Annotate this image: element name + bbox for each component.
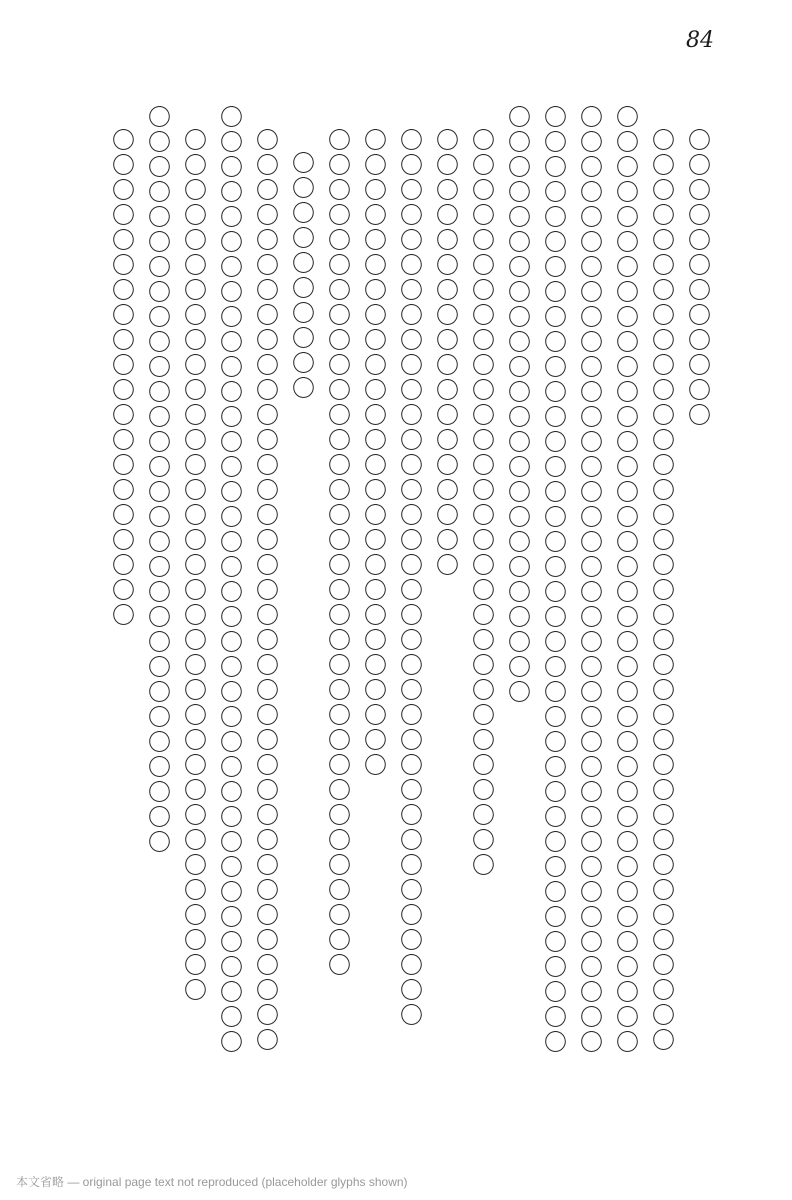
text-column: 〇〇〇〇〇〇〇〇〇〇〇〇〇〇〇〇〇〇〇〇〇〇〇〇〇〇〇〇〇〇〇〇〇〇〇〇 [396, 128, 422, 1028]
text-column: 〇〇〇〇〇〇〇〇〇〇〇〇〇〇〇〇〇〇〇〇〇〇〇〇〇〇 [360, 128, 386, 778]
text-column: 〇〇〇〇〇〇〇〇〇〇〇〇〇〇〇〇〇〇〇〇〇〇〇〇〇〇〇〇〇〇 [144, 105, 170, 855]
text-column: 〇〇〇〇〇〇〇〇〇〇〇〇〇〇〇〇〇〇〇〇〇〇〇〇〇〇〇〇〇〇〇〇〇〇〇〇〇〇 [540, 105, 566, 1055]
text-column: 〇〇〇〇〇〇〇〇〇〇〇〇〇〇〇〇〇〇〇〇〇〇〇〇〇〇〇〇〇〇〇〇〇〇〇〇〇 [648, 128, 674, 1053]
text-column: 〇〇〇〇〇〇〇〇〇〇〇〇〇〇〇〇〇〇〇〇〇〇〇〇〇〇〇〇〇〇〇〇〇〇〇〇〇〇 [216, 105, 242, 1055]
text-column: 〇〇〇〇〇〇〇〇〇〇〇〇〇〇〇〇〇〇〇〇〇〇〇〇 [504, 105, 530, 705]
text-column: 〇〇〇〇〇〇〇〇〇〇〇〇〇〇〇〇〇〇〇〇〇〇〇〇〇〇〇〇〇〇〇〇〇〇〇〇〇 [252, 128, 278, 1053]
text-column: 〇〇〇〇〇〇〇〇〇〇〇〇 [684, 128, 710, 428]
text-area [96, 105, 708, 1175]
text-column: 〇〇〇〇〇〇〇〇〇〇〇〇〇〇〇〇〇〇〇〇〇〇〇〇〇〇〇〇〇〇〇〇〇〇 [324, 128, 350, 978]
text-column: 〇〇〇〇〇〇〇〇〇〇〇〇〇〇〇〇〇〇〇〇〇〇〇〇〇〇〇〇〇〇〇〇〇〇〇〇〇〇 [612, 105, 638, 1055]
text-column: 〇〇〇〇〇〇〇〇〇〇〇〇〇〇〇〇〇〇〇〇〇〇〇〇〇〇〇〇〇〇 [468, 128, 494, 878]
page-number: 84 [686, 28, 714, 53]
text-column: 〇〇〇〇〇〇〇〇〇〇〇〇〇〇〇〇〇〇〇〇 [108, 128, 134, 628]
text-column: 〇〇〇〇〇〇〇〇〇〇〇〇〇〇〇〇〇〇〇〇〇〇〇〇〇〇〇〇〇〇〇〇〇〇〇 [180, 128, 206, 1003]
text-column: 〇〇〇〇〇〇〇〇〇〇〇〇〇〇〇〇〇〇 [432, 128, 458, 578]
text-column: 〇〇〇〇〇〇〇〇〇〇 [288, 151, 314, 401]
text-column: 〇〇〇〇〇〇〇〇〇〇〇〇〇〇〇〇〇〇〇〇〇〇〇〇〇〇〇〇〇〇〇〇〇〇〇〇〇〇 [576, 105, 602, 1055]
content-omitted-note: 本文省略 — original page text not reproduced (placeholder glyphs shown) [16, 1175, 408, 1189]
